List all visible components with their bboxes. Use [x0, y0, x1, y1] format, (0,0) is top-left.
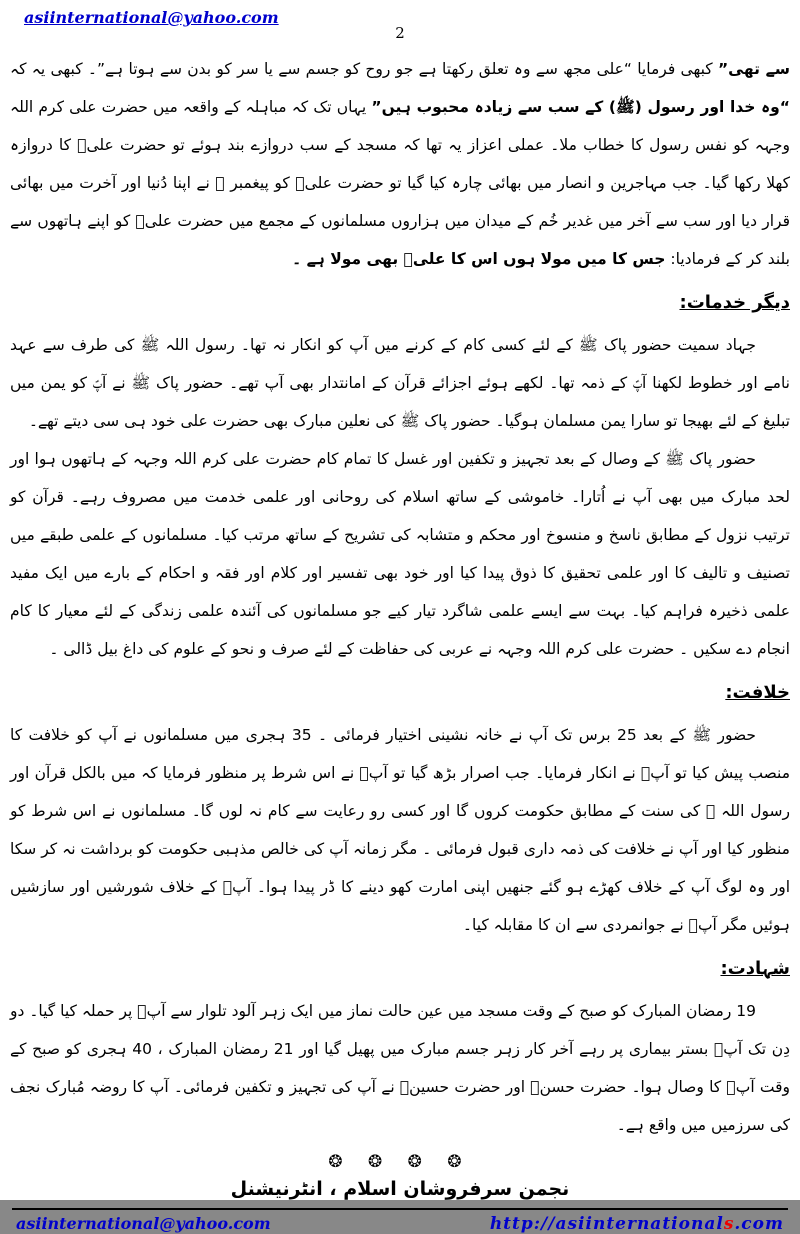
text-segment: یہاں تک کہ مباہلہ کے واقعہ میں حضرت علی کرم اللہ وجہہ کو نفس رسول کا خطاب ملا۔ عملی اعزاز یہ تھا کہ مسجد کے سب دروازے بند ہوئے تو حضرت علیؑ کا دروازہ کھلا رکھا گیا۔ جب مہاجرین و انصار میں بھائی چارہ کیا گیا تو حضرت علیؑ کو پیغمبر ﷺ نے اپنا دُنیا اور آخرت میں بھائی قرار دیا اور سب سے آخر میں غدیر خُم کے میدان میں ہزاروں مسلمانوں کے مجمع میں حضرت علیؑ کو اپنے ہاتھوں سے بلند کر کے فرمادیا: [10, 98, 790, 268]
paragraph-continuation [10, 50, 790, 278]
section-heading-khilafat: خلافت: [725, 682, 790, 703]
footer-divider [12, 1208, 788, 1210]
quote-bold-segment: سے تھی” [717, 60, 790, 78]
paragraph-services-2: حضور پاک ﷺ کے وصال کے بعد تجہیز و تکفین اور غسل کا تمام کام حضرت علی کرم اللہ وجہہ کے ہاتھوں ہوا اور لحد مبارک میں بھی آپ نے اُتارا۔ خاموشی کے ساتھ اسلام کی روحانی اور علمی خدمت میں مصروف رہے۔ قرآن کو ترتیب نزول کے مطابق ناسخ و منسوخ اور محکم و متشابہ کی تشریح کے ساتھ مرتب کیا۔ مسلمانوں کے علمی طبقے میں تصنیف و تالیف کا اور علمی تحقیق کا ذوق پیدا کیا اور خود بھی تفسیر اور کلام اور فقہ و احکام کے بارے میں ایک مفید علمی ذخیرہ فراہم کیا۔ بہت سے ایسے علمی شاگرد تیار کیے جو مسلمانوں کی آئندہ علمی زندگی کے لئے معیار کا کام انجام دے سکیں ۔ حضرت علی کرم اللہ وجہہ نے عربی کی حفاظت کے لئے صرف و نحو کے علوم کی داغ بیل ڈالی ۔ [10, 450, 790, 658]
text-segment: کبھی فرمایا “علی مجھ سے وہ تعلق رکھتا ہے جو روح کو جسم سے یا سر کو بدن سے ہوتا ہے”۔ کبھی یہ کہ [10, 60, 718, 78]
section-heading-other-services: دیگر خدمات: [679, 292, 790, 313]
paragraph-shahadat: 19 رمضان المبارک کو صبح کے وقت مسجد میں عین حالت نماز میں ایک زہر آلود تلوار سے آپؑ پر حملہ کیا گیا۔ دو دِن تک آپؑ بستر بیماری پر رہے آخر کار زہر جسم مبارک میں پھیل گیا اور 21 رمضان المبارک ، 40 ہجری کو صبح کے وقت آپؑ کا وصال ہوا۔ حضرت حسنؑ اور حضرت حسینؑ نے آپ کی تجہیز و تکفین فرمائی۔ آپ کا روضہ مُبارک نجف کی سرزمیں میں واقع ہے۔ [10, 1002, 791, 1134]
page-footer [10, 1214, 790, 1234]
paragraph-khilafat: حضور ﷺ کے بعد 25 برس تک آپ نے خانہ نشینی اختیار فرمائی ۔ 35 ہجری میں مسلمانوں نے آپ کو خلافت کا منصب پیش کیا تو آپؑ نے انکار فرمایا۔ جب اصرار بڑھ گیا تو آپؑ نے اس شرط پر منظور فرمایا کہ میں بالکل قرآن اور رسول اللہ ﷺ کی سنت کے مطابق حکومت کروں گا اور کسی رو رعایت سے کام نہ لوں گا۔ مسلمانوں نے اس شرط کو منظور کیا اور آپ نے خلافت کی ذمہ داری قبول فرمائی ۔ مگر زمانہ آپ کی خالص مذہبی حکومت کو برداشت نہ کر سکا اور وہ لوگ آپ کے خلاف کھڑے ہو گئے جنھیں اپنی امارت کھو دینے کا ڈر پیدا ہوا۔ آپؑ کے خلاف شورشیں اور سازشیں ہوئیں مگر آپؑ نے جوانمردی سے ان کا مقابلہ کیا۔ [10, 726, 790, 934]
url-red-letter: s [723, 1214, 735, 1234]
url-suffix: .com [734, 1214, 784, 1234]
paragraph-services-1: جہاد سمیت حضور پاک ﷺ کے لئے کسی کام کے کرنے میں آپ کو انکار نہ تھا۔ رسول اللہ ﷺ کی طرف سے عہد نامے اور خطوط لکھنا آپؑ کے ذمہ تھا۔ لکھے ہوئے اجزائے قرآن کے امانتدار بھی آپ تھے۔ حضور پاک ﷺ نے آپؑ کو یمن میں تبلیغ کے لئے بھیجا تو سارا یمن مسلمان ہوگیا۔ حضور پاک ﷺ کی نعلین مبارک بھی حضرت علی خود ہی سی دیتے تھے۔ [10, 336, 790, 430]
quote-bold-segment: “وہ خدا اور رسول (ﷺ) کے سب سے زیادہ محبوب ہیں” [371, 98, 790, 116]
organization-name: نجمن سرفروشان اسلام ، انٹرنیشنل [230, 1178, 570, 1200]
ornament-stars-icon: ❂ ❂ ❂ ❂ [328, 1152, 472, 1172]
document-body [10, 50, 790, 1144]
section-heading-shahadat: شہادت: [720, 958, 790, 979]
url-prefix: http://asiinternational [489, 1214, 724, 1234]
page-number: 2 [395, 24, 405, 42]
header-email-link[interactable]: asiinternational@yahoo.com [24, 8, 279, 27]
footer-email-link[interactable]: asiinternational@yahoo.com [16, 1214, 271, 1233]
footer-website-link[interactable] [490, 1214, 784, 1234]
hadith-bold-segment: جس کا میں مولا ہوں اس کا علیؑ بھی مولا ہے ۔ [292, 250, 666, 268]
page-header [10, 6, 790, 50]
